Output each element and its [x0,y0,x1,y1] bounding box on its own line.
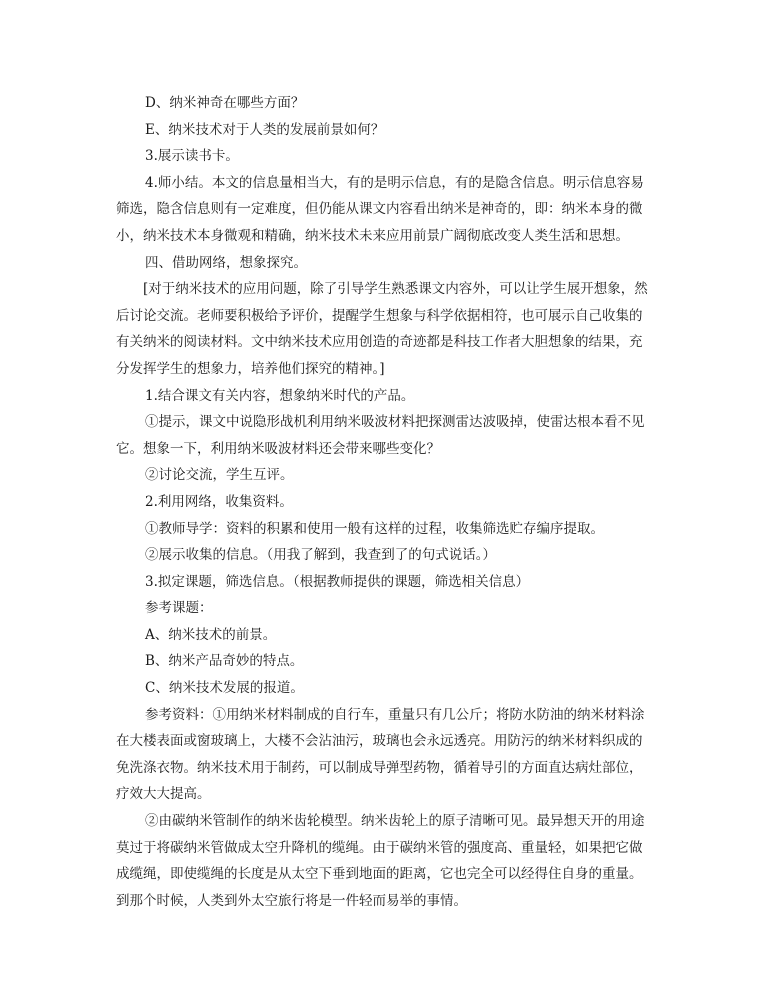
section-heading: 四、借助网络，想象探究。 [145,254,307,271]
hint-paragraph-line: ①提示，课文中说隐形战机利用纳米吸波材料把探测雷达波吸掉，使雷达根本看不见 [145,414,645,431]
note-paragraph-line: 分发挥学生的想象力，培养他们探究的精神。] [116,360,385,377]
reference-paragraph-line: 在大楼表面或窗玻璃上，大楼不会沾油污，玻璃也会永远透亮。用防污的纳米材料织成的 [116,733,643,750]
note-paragraph-line: [对于纳米技术的应用问题，除了引导学生熟悉课文内容外，可以让学生展开想象，然 [143,281,648,298]
document-body [116,90,664,914]
list-item-e: E、纳米技术对于人类的发展前景如何？ [145,121,385,138]
note-paragraph-line: 有关纳米的阅读材料。文中纳米技术应用创造的奇迹都是科技工作者大胆想象的结果，充 [116,334,643,351]
reference-paragraph-line: 疗效大大提高。 [116,786,211,803]
step-3-heading: 3.拟定课题，筛选信息。（根据教师提供的课题，筛选相关信息） [145,573,530,590]
list-item-d: D、纳米神奇在哪些方面？ [145,95,305,111]
topic-item-a: A、纳米技术的前景。 [145,626,277,643]
reference-paragraph-line: ②由碳纳米管制作的纳米齿轮模型。纳米齿轮上的原子清晰可见。最异想天开的用途 [145,813,645,830]
list-item: ①教师导学：资料的积累和使用一般有这样的过程，收集筛选贮存编序提取。 [145,520,604,537]
list-item: ②讨论交流，学生互评。 [145,467,294,484]
summary-paragraph-line: 筛选，隐含信息则有一定难度，但仍能从课文内容看出纳米是神奇的，即：纳米本身的微 [116,201,643,218]
topic-item-c: C、纳米技术发展的报道。 [145,680,304,697]
reference-paragraph-line: 到那个时候，人类到外太空旅行将是一件轻而易举的事情。 [116,892,467,909]
summary-paragraph-line: 4.师小结。本文的信息量相当大，有的是明示信息，有的是隐含信息。明示信息容易 [145,174,644,191]
hint-paragraph-line: 它。想象一下，利用纳米吸波材料还会带来哪些变化？ [116,440,440,457]
step-1-heading: 1.结合课文有关内容，想象纳米时代的产品。 [145,387,415,404]
reference-paragraph-line: 免洗涤衣物。纳米技术用于制药，可以制成导弹型药物，循着导引的方面直达病灶部位， [116,759,643,776]
reference-paragraph-line: 成缆绳，即使缆绳的长度是从太空下垂到地面的距离，它也完全可以经得住自身的重量。 [116,866,643,883]
list-item: ②展示收集的信息。（用我了解到，我查到了的句式说话。） [145,547,496,564]
topics-heading: 参考课题： [145,600,213,617]
summary-paragraph-line: 小，纳米技术本身微观和精确，纳米技术未来应用前景广阔彻底改变人类生活和思想。 [116,227,629,244]
step-2-heading: 2.利用网络，收集资料。 [145,493,293,510]
reference-paragraph-line: 参考资料：①用纳米材料制成的自行车，重量只有几公斤；将防水防油的纳米材料涂 [145,706,645,723]
reference-paragraph-line: 莫过于将碳纳米管做成太空升降机的缆绳。由于碳纳米管的强度高、重量轻，如果把它做 [116,839,643,856]
step-3-heading: 3.展示读书卡。 [145,148,239,165]
topic-item-b: B、纳米产品奇妙的特点。 [145,653,304,670]
note-paragraph-line: 后讨论交流。老师要积极给予评价，提醒学生想象与科学依据相符，也可展示自己收集的 [116,307,643,324]
